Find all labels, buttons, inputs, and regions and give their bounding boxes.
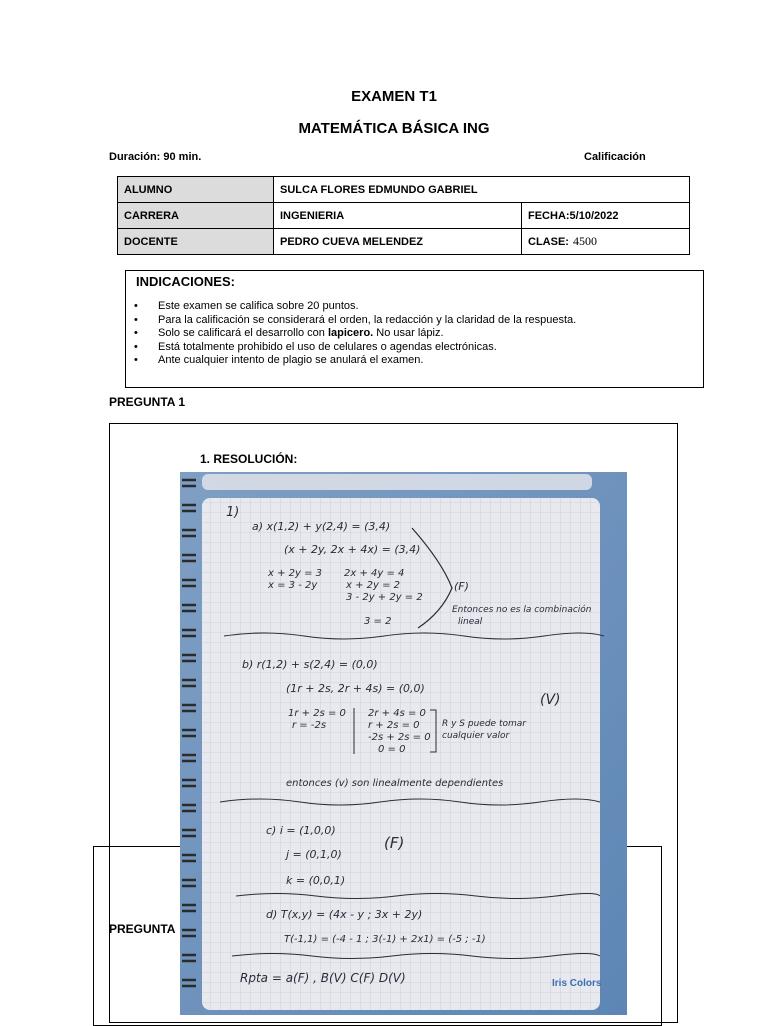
- alumno-value: SULCA FLORES EDMUNDO GABRIEL: [274, 177, 690, 203]
- fecha-value: FECHA:5/10/2022: [522, 203, 690, 229]
- hw-c2: j = (0,1,0): [286, 848, 342, 861]
- hw-a-note2: lineal: [458, 617, 483, 627]
- clase-cell: [522, 229, 690, 255]
- hw-b7: -2s + 2s = 0: [368, 732, 431, 743]
- hw-b1: b) r(1,2) + s(2,4) = (0,0): [242, 658, 378, 671]
- hw-a1: a) x(1,2) + y(2,4) = (3,4): [252, 520, 391, 533]
- hw-c-answer: (F): [384, 834, 405, 852]
- hw-final-answer: Rpta = a(F) , B(V) C(F) D(V): [240, 971, 406, 985]
- grade-label: Calificación: [584, 151, 646, 163]
- pregunta-1-label: PREGUNTA 1: [109, 395, 186, 409]
- list-item: • Ante cualquier intento de plagio se anulará el examen.: [134, 354, 576, 368]
- hw-a-answer: (F): [454, 580, 469, 593]
- list-item-bold: lapicero.: [327, 327, 374, 339]
- hw-a4: x = 3 - 2y: [268, 580, 318, 591]
- hw-b4: r = -2s: [292, 720, 327, 731]
- hw-d2: T(-1,1) = (-4 - 1 ; 3(-1) + 2x1) = (-5 ; -1): [284, 934, 486, 945]
- docente-label: DOCENTE: [118, 229, 274, 255]
- exam-title: EXAMEN T1: [351, 88, 437, 105]
- docente-value: PEDRO CUEVA MELENDEZ: [274, 229, 522, 255]
- hw-c1: c) i = (1,0,0): [266, 824, 336, 837]
- list-item: [134, 327, 576, 341]
- list-item: • Para la calificación se considerará el orden, la redacción y la claridad de la respuesta.: [134, 314, 576, 328]
- indicaciones-box: [125, 270, 704, 388]
- resolucion-heading: 1. RESOLUCIÓN:: [200, 452, 298, 466]
- hw-a2: (x + 2y, 2x + 4x) = (3,4): [284, 543, 421, 556]
- handwritten-notebook-photo: [180, 472, 627, 1015]
- alumno-label: ALUMNO: [118, 177, 274, 203]
- hw-d1: d) T(x,y) = (4x - y ; 3x + 2y): [266, 908, 423, 921]
- hw-b3: 1r + 2s = 0: [288, 708, 346, 719]
- hw-b6: r + 2s = 0: [368, 720, 420, 731]
- hw-c3: k = (0,0,1): [286, 874, 346, 887]
- list-item-tail: No usar lápiz.: [373, 327, 444, 339]
- carrera-value: INGENIERIA: [274, 203, 522, 229]
- hw-b5: 2r + 4s = 0: [368, 708, 426, 719]
- list-item-text: Solo se calificará el desarrollo con: [158, 327, 328, 339]
- hw-b-note1: R y S puede tomar: [442, 719, 526, 729]
- hw-a5: 2x + 4y = 4: [344, 568, 405, 579]
- hw-b-note2: cualquier valor: [442, 731, 510, 741]
- hw-a8: 3 = 2: [364, 616, 392, 627]
- hw-b2: (1r + 2s, 2r + 4s) = (0,0): [286, 682, 425, 695]
- clase-label: CLASE:: [528, 236, 569, 248]
- hw-b-conclusion: entonces (v) son linealmente dependientes: [286, 778, 504, 789]
- pregunta-2-label: PREGUNTA: [109, 922, 176, 936]
- table-row: [118, 177, 690, 203]
- hw-problem-number: 1): [226, 505, 240, 520]
- duration-label: Duración: 90 min.: [109, 151, 202, 163]
- exam-subtitle: MATEMÁTICA BÁSICA ING: [298, 120, 490, 137]
- indicaciones-title: INDICACIONES:: [136, 274, 235, 289]
- hw-a3: x + 2y = 3: [268, 568, 323, 579]
- list-item: • Está totalmente prohibido el uso de celulares o agendas electrónicas.: [134, 341, 576, 355]
- list-item: • Este examen se califica sobre 20 puntos.: [134, 300, 576, 314]
- table-row: [118, 203, 690, 229]
- table-row: [118, 229, 690, 255]
- clase-value: 4500: [572, 234, 597, 248]
- hw-b-answer: (V): [540, 692, 561, 708]
- hw-a6: x + 2y = 2: [346, 580, 401, 591]
- notebook-brand-logo: Iris Colors: [552, 978, 602, 989]
- hw-a-note1: Entonces no es la combinación: [452, 605, 592, 615]
- indicaciones-list: [134, 300, 576, 368]
- carrera-label: CARRERA: [118, 203, 274, 229]
- student-info-table: [117, 176, 690, 255]
- hw-b8: 0 = 0: [378, 744, 406, 755]
- hw-a7: 3 - 2y + 2y = 2: [346, 592, 423, 603]
